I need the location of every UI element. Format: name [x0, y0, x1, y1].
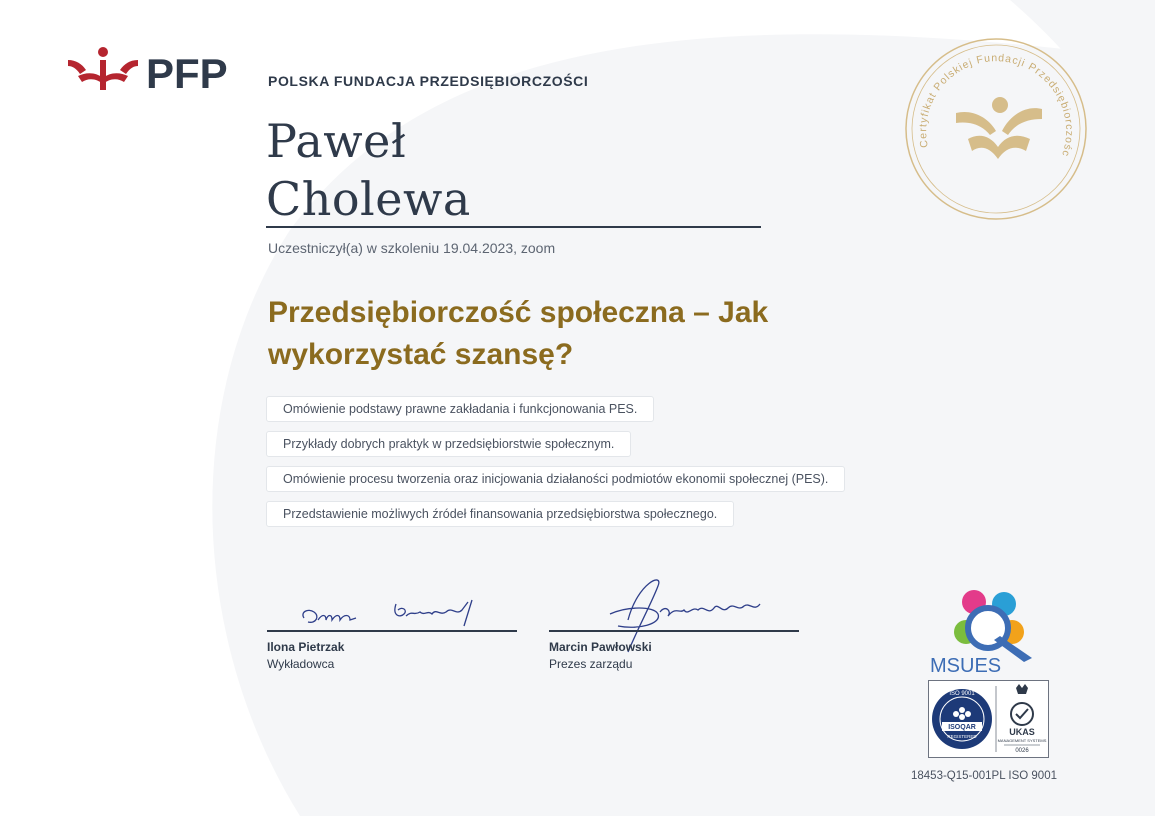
signer-role-president: Prezes zarządu [549, 657, 633, 671]
participation-statement: Uczestniczył(a) w szkoleniu 19.04.2023, zoom [268, 240, 556, 256]
recipient-last-name: Cholewa [266, 172, 471, 226]
iso-certification-badge [928, 680, 1049, 758]
organization-name: POLSKA FUNDACJA PRZEDSIĘBIORCZOŚCI [268, 73, 589, 89]
svg-text:MANAGEMENT SYSTEMS: MANAGEMENT SYSTEMS [997, 738, 1047, 743]
topic-item: Omówienie procesu tworzenia oraz inicjowania działaności podmiotów ekonomii społecznej (PES). [266, 466, 845, 492]
topic-item: Przedstawienie możliwych źródeł finansowania przedsiębiorstwa społecznego. [266, 501, 734, 527]
signature-line-president [549, 630, 799, 632]
pfp-logo [66, 46, 238, 92]
logo-wordmark: PFP [146, 50, 228, 92]
certificate-seal [902, 35, 1090, 223]
svg-text:UKAS: UKAS [1009, 727, 1035, 737]
svg-text:ISOQAR: ISOQAR [948, 724, 976, 731]
recipient-name [266, 112, 761, 228]
signature-line-lecturer [267, 630, 517, 632]
course-topics [266, 396, 845, 536]
signer-name-lecturer: Ilona Pietrzak [267, 640, 345, 654]
svg-text:REGISTERED: REGISTERED [947, 734, 977, 739]
name-underline [266, 226, 761, 228]
svg-text:0026: 0026 [1015, 748, 1029, 754]
signer-role-lecturer: Wykładowca [267, 657, 335, 671]
topic-item: Przykłady dobrych praktyk w przedsiębiorstwie społecznym. [266, 431, 631, 457]
svg-text:ISO 9001: ISO 9001 [949, 691, 975, 697]
recipient-first-name: Paweł [266, 114, 407, 168]
topic-item: Omówienie podstawy prawne zakładania i funkcjonowania PES. [266, 396, 654, 422]
msues-logo [928, 588, 1040, 676]
signature-graphic-lecturer [296, 596, 496, 632]
certification-code: 18453-Q15-001PL ISO 9001 [911, 770, 1057, 782]
seal-text: Certyfikat Polskiej Fundacji Przedsiębiorczośc [917, 52, 1076, 159]
signer-name-president: Marcin Pawłowski [549, 640, 652, 654]
course-title: Przedsiębiorczość społeczna – Jak wykorzystać szansę? [268, 296, 769, 371]
msues-label: MSUES [930, 655, 1002, 676]
seal-emblem [956, 97, 1042, 159]
